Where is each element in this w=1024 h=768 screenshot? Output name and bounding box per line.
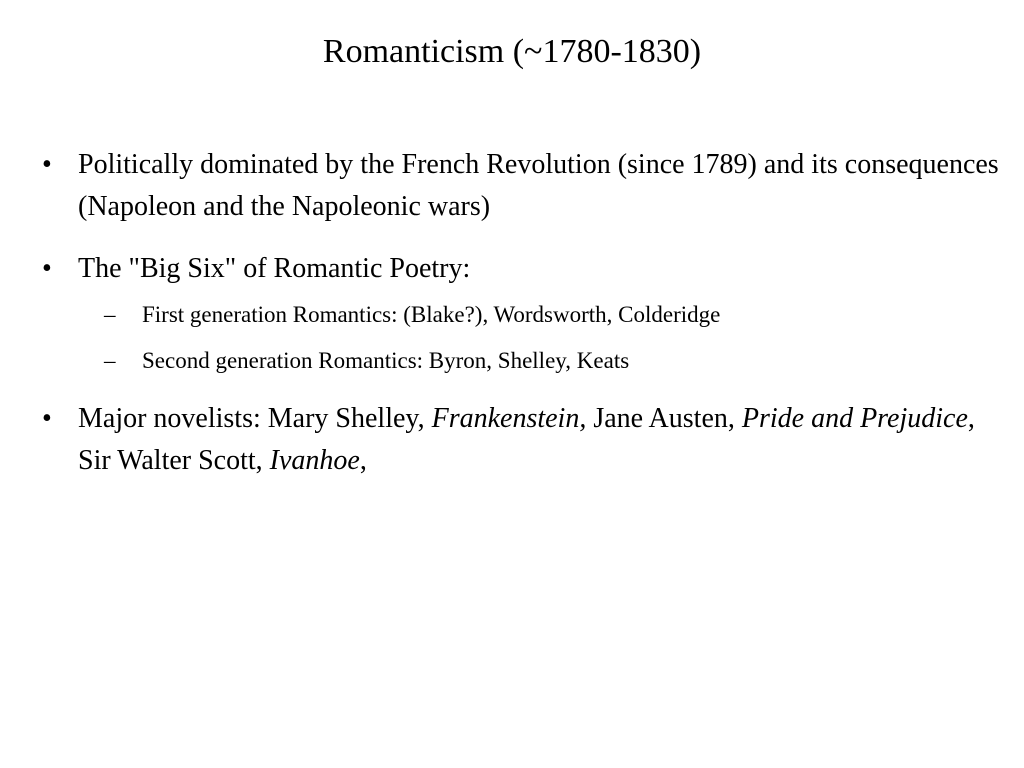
- bullet-item-novelists: [0, 398, 1024, 482]
- bullet-list: [0, 144, 1024, 502]
- sub-bullet-text: First generation Romantics: (Blake?), Wordsworth, Colderidge: [142, 302, 721, 327]
- bullet-text-novelists: [78, 403, 975, 476]
- title-pride-and-prejudice: Pride and Prejudice: [741, 403, 968, 434]
- sub-bullet-first-generation: [0, 298, 1024, 332]
- slide-title: Romanticism (~1780-1830): [322, 33, 702, 70]
- bullet-marker: •: [42, 149, 52, 180]
- sub-bullet-text: Second generation Romantics: Byron, Shelley, Keats: [142, 348, 630, 373]
- novelists-intro: Major novelists: Mary Shelley,: [78, 403, 432, 434]
- novelists-austen: Jane Austen,: [586, 403, 742, 434]
- title-frankenstein: Frankenstein,: [431, 403, 587, 434]
- sub-bullet-second-generation: [0, 344, 1024, 378]
- bullet-text: The "Big Six" of Romantic Poetry:: [78, 253, 471, 284]
- bullet-marker: •: [42, 403, 52, 434]
- trailing-comma: ,: [359, 445, 367, 476]
- sub-bullet-marker: –: [104, 348, 116, 373]
- novelists-scott: , Sir Walter Scott,: [78, 403, 975, 476]
- bullet-item-big-six: [0, 248, 1024, 290]
- sub-bullet-marker: –: [104, 302, 116, 327]
- bullet-text: Politically dominated by the French Revolution (since 1789) and its consequences (Napoleon and the Napoleonic wars): [78, 149, 999, 222]
- bullet-item-politics: [0, 144, 1024, 228]
- bullet-marker: •: [42, 253, 52, 284]
- title-ivanhoe: Ivanhoe: [269, 445, 360, 476]
